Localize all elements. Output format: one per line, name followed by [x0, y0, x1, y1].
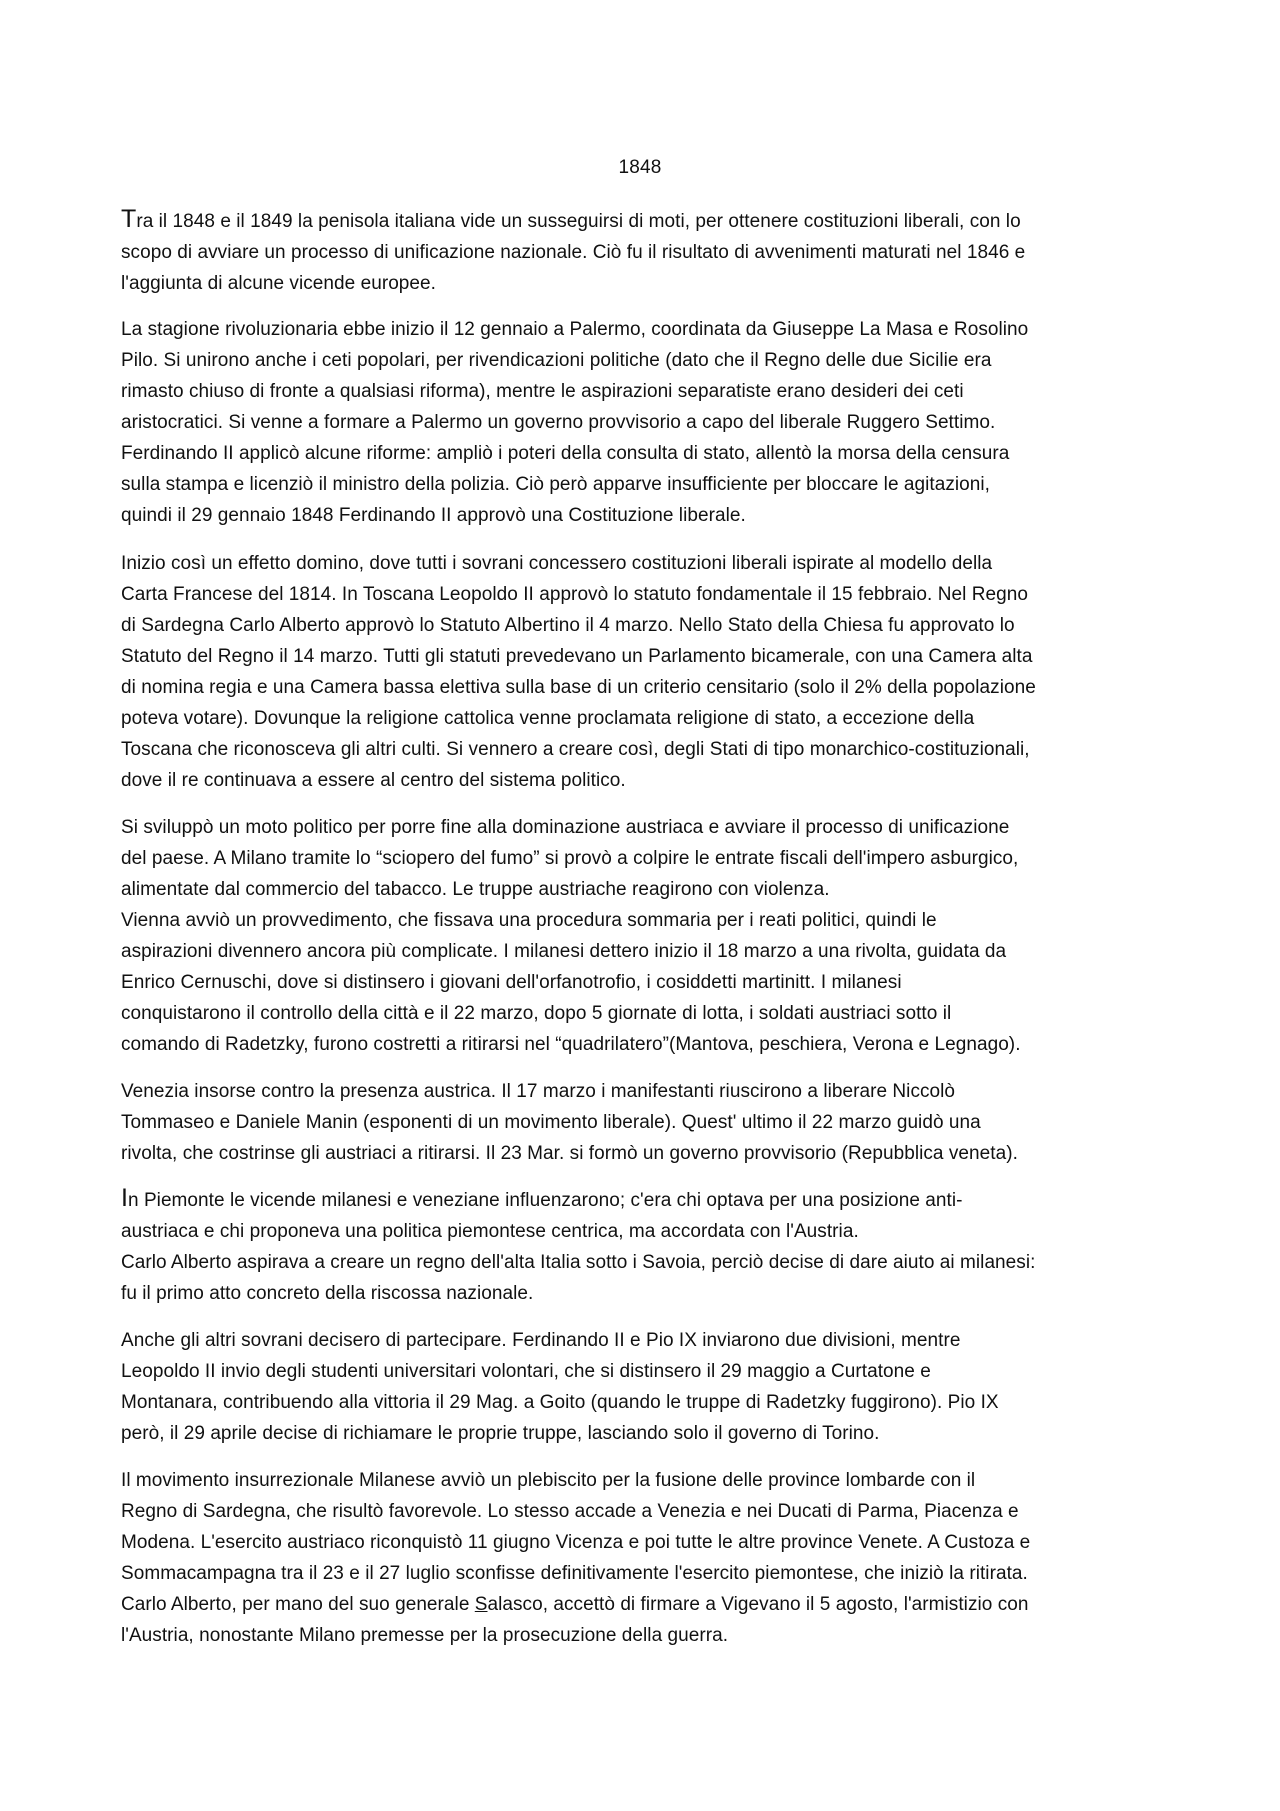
text-line: Carlo Alberto aspirava a creare un regno dell'alta Italia sotto i Savoia, perciò decise di dare aiuto ai milanesi:	[121, 1252, 1036, 1273]
initial-letter: T	[121, 205, 137, 233]
text-line: del paese. A Milano tramite lo “sciopero del fumo” si provò a colpire le entrate fiscali dell'impero asburgico,	[121, 848, 1019, 869]
text-line: scopo di avviare un processo di unificazione nazionale. Ciò fu il risultato di avvenimenti maturati nel 1846 e	[121, 242, 1026, 263]
text-line: di nomina regia e una Camera bassa elettiva sulla base di un criterio censitario (solo il 2% della popolazione	[121, 677, 1036, 698]
text-line: poteva votare). Dovunque la religione cattolica venne proclamata religione di stato, a eccezione della	[121, 708, 975, 729]
text-line: Anche gli altri sovrani decisero di partecipare. Ferdinando II e Pio IX inviarono due divisioni, mentre	[121, 1330, 961, 1351]
text-line: di Sardegna Carlo Alberto approvò lo Statuto Albertino il 4 marzo. Nello Stato della Chiesa fu approvato lo	[121, 615, 1015, 636]
text-line: aristocratici. Si venne a formare a Palermo un governo provvisorio a capo del liberale Ruggero Settimo.	[121, 412, 996, 433]
text-line: La stagione rivoluzionaria ebbe inizio il 12 gennaio a Palermo, coordinata da Giuseppe La Masa e Rosolino	[121, 319, 1029, 340]
text-line: Vienna avviò un provvedimento, che fissava una procedura sommaria per i reati politici, quindi le	[121, 910, 937, 931]
text-line: Venezia insorse contro la presenza austrica. Il 17 marzo i manifestanti riuscirono a liberare Niccolò	[121, 1081, 956, 1102]
paragraph	[121, 1076, 1166, 1169]
text-line: Inizio così un effetto domino, dove tutti i sovrani concessero costituzioni liberali ispirate al modello della	[121, 553, 993, 574]
text-line: aspirazioni divennero ancora più complicate. I milanesi dettero inizio il 18 marzo a una rivolta, guidata da	[121, 941, 1007, 962]
underlined-letter: S	[474, 1594, 488, 1615]
text-line: rimasto chiuso di fronte a qualsiasi riforma), mentre le aspirazioni separatiste erano desideri dei ceti	[121, 381, 964, 402]
page-title: 1848	[618, 157, 662, 178]
text-line: sulla stampa e licenziò il ministro della polizia. Ciò però apparve insufficiente per bloccare le agitazioni,	[121, 474, 990, 495]
paragraph	[121, 1185, 1166, 1309]
text-line: Leopoldo II invio degli studenti universitari volontari, che si distinsero il 29 maggio a Curtatone e	[121, 1361, 931, 1382]
text-line: comando di Radetzky, furono costretti a ritirarsi nel “quadrilatero”(Mantova, peschiera, Verona e Legnago).	[121, 1034, 1021, 1055]
paragraph	[121, 314, 1166, 531]
text-line: quindi il 29 gennaio 1848 Ferdinando II approvò una Costituzione liberale.	[121, 505, 746, 526]
text-line: Il movimento insurrezionale Milanese avviò un plebiscito per la fusione delle province lombarde con il	[121, 1470, 976, 1491]
paragraph	[121, 206, 1166, 299]
text-line: Pilo. Si unirono anche i ceti popolari, per rivendicazioni politiche (dato che il Regno delle due Sicilie era	[121, 350, 992, 371]
text-line: In Piemonte le vicende milanesi e veneziane influenzarono; c'era chi optava per una posizione anti-	[121, 1184, 963, 1212]
text-line: Sommacampagna tra il 23 e il 27 luglio sconfisse definitivamente l'esercito piemontese, che iniziò la ritirata.	[121, 1563, 1028, 1584]
paragraph	[121, 548, 1166, 796]
text-line: alimentate dal commercio del tabacco. Le truppe austriache reagirono con violenza.	[121, 879, 830, 900]
paragraph	[121, 812, 1166, 1060]
text-line: Enrico Cernuschi, dove si distinsero i giovani dell'orfanotrofio, i cosiddetti martinitt. I milanesi	[121, 972, 902, 993]
text-line: Montanara, contribuendo alla vittoria il 29 Mag. a Goito (quando le truppe di Radetzky fuggirono). Pio IX	[121, 1392, 999, 1413]
text-line: fu il primo atto concreto della riscossa nazionale.	[121, 1283, 534, 1304]
text-line: Si sviluppò un moto politico per porre fine alla dominazione austriaca e avviare il processo di unificazione	[121, 817, 1010, 838]
text-line: Modena. L'esercito austriaco riconquistò 11 giugno Vicenza e poi tutte le altre province Venete. A Custoza e	[121, 1532, 1031, 1553]
document-body	[121, 206, 1166, 1667]
text-line: Carlo Alberto, per mano del suo generale Salasco, accettò di firmare a Vigevano il 5 agosto, l'armistizio con	[121, 1594, 1029, 1615]
text-line: Statuto del Regno il 14 marzo. Tutti gli statuti prevedevano un Parlamento bicamerale, con una Camera alta	[121, 646, 1033, 667]
paragraph	[121, 1465, 1166, 1651]
text-line: però, il 29 aprile decise di richiamare le proprie truppe, lasciando solo il governo di Torino.	[121, 1423, 880, 1444]
text-line: Ferdinando II applicò alcune riforme: ampliò i poteri della consulta di stato, allentò la morsa della censura	[121, 443, 1010, 464]
text-line: Tommaseo e Daniele Manin (esponenti di un movimento liberale). Quest' ultimo il 22 marzo guidò una	[121, 1112, 981, 1133]
text-line: Carta Francese del 1814. In Toscana Leopoldo II approvò lo statuto fondamentale il 15 febbraio. Nel Regno	[121, 584, 1028, 605]
text-line: Regno di Sardegna, che risultò favorevole. Lo stesso accade a Venezia e nei Ducati di Parma, Piacenza e	[121, 1501, 1019, 1522]
text-line: dove il re continuava a essere al centro del sistema politico.	[121, 770, 626, 791]
text-line: conquistarono il controllo della città e il 22 marzo, dopo 5 giornate di lotta, i soldati austriaci sotto il	[121, 1003, 952, 1024]
initial-letter: I	[121, 1184, 128, 1212]
text-line: austriaca e chi proponeva una politica piemontese centrica, ma accordata con l'Austria.	[121, 1221, 859, 1242]
text-line: Toscana che riconosceva gli altri culti. Si vennero a creare così, degli Stati di tipo monarchico-costituzionali,	[121, 739, 1030, 760]
text-line: l'aggiunta di alcune vicende europee.	[121, 273, 436, 294]
text-line: rivolta, che costrinse gli austriaci a ritirarsi. Il 23 Mar. si formò un governo provvisorio (Repubblica veneta).	[121, 1143, 1018, 1164]
text-line: l'Austria, nonostante Milano premesse per la prosecuzione della guerra.	[121, 1625, 729, 1646]
text-line: Tra il 1848 e il 1849 la penisola italiana vide un susseguirsi di moti, per ottenere costituzioni liberali, con lo	[121, 205, 1021, 233]
paragraph	[121, 1325, 1166, 1449]
